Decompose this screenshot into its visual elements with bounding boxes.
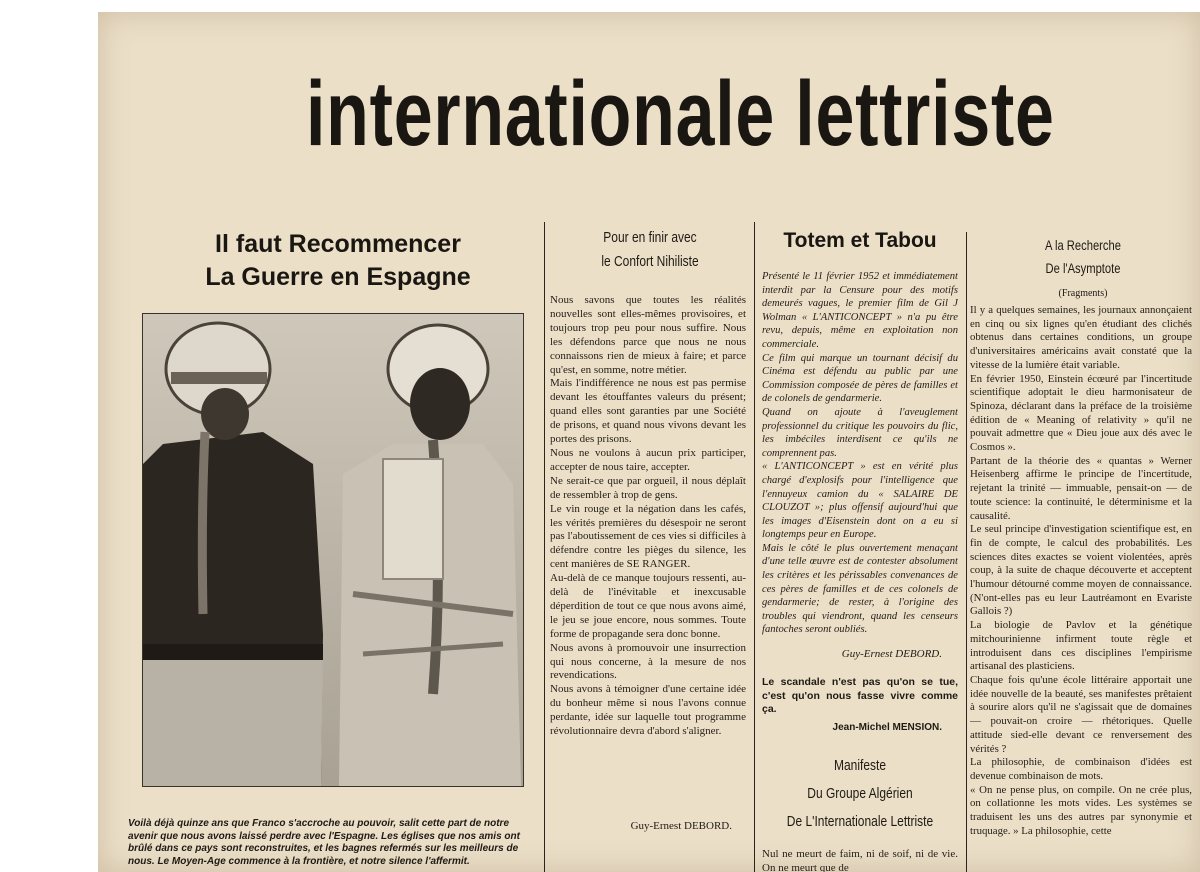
column-rule [966,232,967,872]
newspaper-page [98,12,1200,872]
column-rule [544,222,545,872]
article3-paragraph: Mais le côté le plus ouvertement menaçant d'une telle œuvre est de contester absolument les critères et les périssables convenances de ces pères de familles et de ces colonels de gendarmerie; de rester, à l'origine des troubles qui viendront, quand les censeurs fantoches seront oubliés. [762,542,958,636]
article5-paragraph: Le seul principe d'investigation scientifique est, en fin de compte, le calcul des probabilités. Les sciences dites exactes se voient violentées, après coup, à la suite de chaque découverte et acceptent l'humour détourné comme moyen de connaissance. (N'ont-elles pas eu leur Lautréamont en Evariste Gallois ?) [970,523,1192,618]
article5-paragraph: La biologie de Pavlov et la génétique mitchourinienne infirment toute règle et introduisent dans ces disciplines l'empirisme artisanal des plasticiens. [970,619,1192,673]
article2-headline [570,226,730,274]
photo-caption: Voilà déjà quinze ans que Franco s'accroche au pouvoir, salit cette part de notre avenir que nous avons laissé perdre avec l'Espagne. Les églises que nos amis ont brûlé dans ce pays sont reconstruites, et les bagnes refermés sur les meilleurs de nous. Le Moyen-Age commence à la frontière, et notre silence l'affermit. [128,818,520,867]
article5-paragraph: La philosophie, de combinaison d'idées est devenue combinaison de mots. [970,756,1192,782]
article3-quote: Le scandale n'est pas qu'on se tue, c'est qu'on nous fasse vivre comme ça. [762,676,958,715]
article1-headline-line1: Il faut Recommencer [215,230,461,258]
article2-paragraph: Le vin rouge et la négation dans les cafés, les vérités premières du désespoir ne seront pas l'aboutissement de ces vies si difficiles à défendre contre les pièges du silence, les cent manières de SE RANGER. [550,502,746,571]
photo-two-pilots [142,313,524,787]
article3-paragraph: Ce film qui marque un tournant décisif du Cinéma est défendu au public par une Commission composée de pères de familles et de colonels de gendarmerie. [762,352,958,405]
article5-headline-line2: De l'Asymptote [1045,260,1121,276]
article3-body [762,270,958,644]
article5-headline [993,234,1174,280]
article4-line3: De L'Internationale Lettriste [786,813,934,830]
article4-line2: Du Groupe Algérien [807,785,913,802]
article3-headline: Totem et Tabou [783,229,937,252]
article2-headline-line1: Pour en finir avec [603,229,697,246]
article2-headline-line2: le Confort Nihiliste [601,253,699,270]
article3-paragraph: Présenté le 11 février 1952 et immédiatement interdit par la Censure pour des motifs demeurés vagues, le premier film de Gil J Wolman « L'ANTICONCEPT » n'a pu être revu, depuis, même en exploitation non commerciale. [762,271,958,350]
article2-signature: Guy-Ernest DEBORD. [630,820,732,832]
column-rule [754,222,755,872]
article2-paragraph: Nous savons que toutes les réalités nouvelles sont elles-mêmes provisoires, et toujours trop peu pour nous suffire. Nous les défendons parce que nous ne nous connaissons rien de mieux à faire; et parce qu'est, en somme, notre métier. [550,294,746,376]
article5-paragraph: Partant de la théorie des « quantas » Werner Heisenberg affirme le principe de l'incertitude, rejetant la trinité — immuable, pensait-on — de toute science: la continuité, le déterminisme et la causalité. [970,454,1192,522]
article1-headline-line2: La Guerre en Espagne [205,263,471,291]
article2-paragraph: Nous avons à témoigner d'une certaine idée du bonheur même si nous l'avons connue perdante, idée sur laquelle tout programme révolutionnaire devra d'abord s'aligner. [550,683,746,738]
article3-signature: Guy-Ernest DEBORD. [841,648,942,660]
article5-subtitle: (Fragments) [1058,288,1108,299]
article2-paragraph: Au-delà de ce manque toujours ressenti, au-delà de l'inévitable et inexcusable déperdition de tout ce que nous avons aimé, le jeu se joue encore, nous sommes. Toute forme de propagande sera donc bonne. [550,572,746,640]
masthead-title: internationale lettriste [306,63,1055,165]
article5-body [970,304,1192,872]
article3-quote-signature: Jean-Michel MENSION. [832,722,942,733]
article2-paragraph: Ne serait-ce que par orgueil, il nous déplaît de ressembler à trop de gens. [550,474,746,501]
article5-paragraph: Il y a quelques semaines, les journaux annonçaient en cinq ou six lignes qu'en étudiant des clichés obtenus dans certaines conditions, un groupe d'universitaires américains avait constaté que la vitesse de la lumière était variable. [970,304,1192,371]
article5-paragraph: Chaque fois qu'une école littéraire apportait une idée nouvelle de la beauté, ses manifestes prêtaient à sourire alors qu'il ne s'agissait que de domaines — pouvait-on croire — rhétoriques. Quelle attitude sied-elle devant ce renversement des vérités ? [970,673,1192,755]
article2-paragraph: Mais l'indifférence ne nous est pas permise devant les étouffantes valeurs du présent; quand elles sont garanties par une Société de prisons, et quand nous vivons devant les portes des prisons. [550,377,746,446]
article5-paragraph: « On ne pense plus, on compile. On ne crée plus, on collationne les mots vides. Les systèmes se traduisent les uns des autres par synonymie et truquage. » La philosophie, cette [970,783,1192,837]
article3-paragraph: Quand on ajoute à l'aveuglement professionnel du critique les pouvoirs du flic, les imbéciles interdisent ce qu'ils ne comprennent pas. [762,406,958,459]
photo-illustration [143,314,523,786]
article4-headline [780,752,940,836]
article2-paragraph: Nous ne voulons à aucun prix participer, accepter de nous taire, accepter. [550,446,746,473]
article4-line1: Manifeste [833,757,887,774]
article5-headline-line1: A la Recherche [1045,237,1121,253]
article5-paragraph: En février 1950, Einstein écœuré par l'incertitude scientifique adoptait le dieu harmonisateur de Spinoza, déclarant dans la préface de la troisième édition de « Meaning of relativity » qu'il ne pouvait admettre que « Dieu joue aux dés avec le Cosmos ». [970,372,1192,454]
article2-paragraph: Nous avons à promouvoir une insurrection qui nous concerne, à la mesure de nos revendications. [550,641,746,682]
article2-body [550,294,746,814]
article1-headline [138,228,538,294]
article4-body: Nul ne meurt de faim, ni de soif, ni de vie. On ne meurt que de [762,848,958,872]
article3-paragraph: « L'ANTICONCEPT » est en vérité plus chargé d'explosifs pour l'intelligence que l'ennuyeux camion du « SALAIRE DE CLOUZOT »; plus offensif aujourd'hui que les images d'Eisenstein dont on a eu si longtemps peur en Europe. [762,461,958,541]
